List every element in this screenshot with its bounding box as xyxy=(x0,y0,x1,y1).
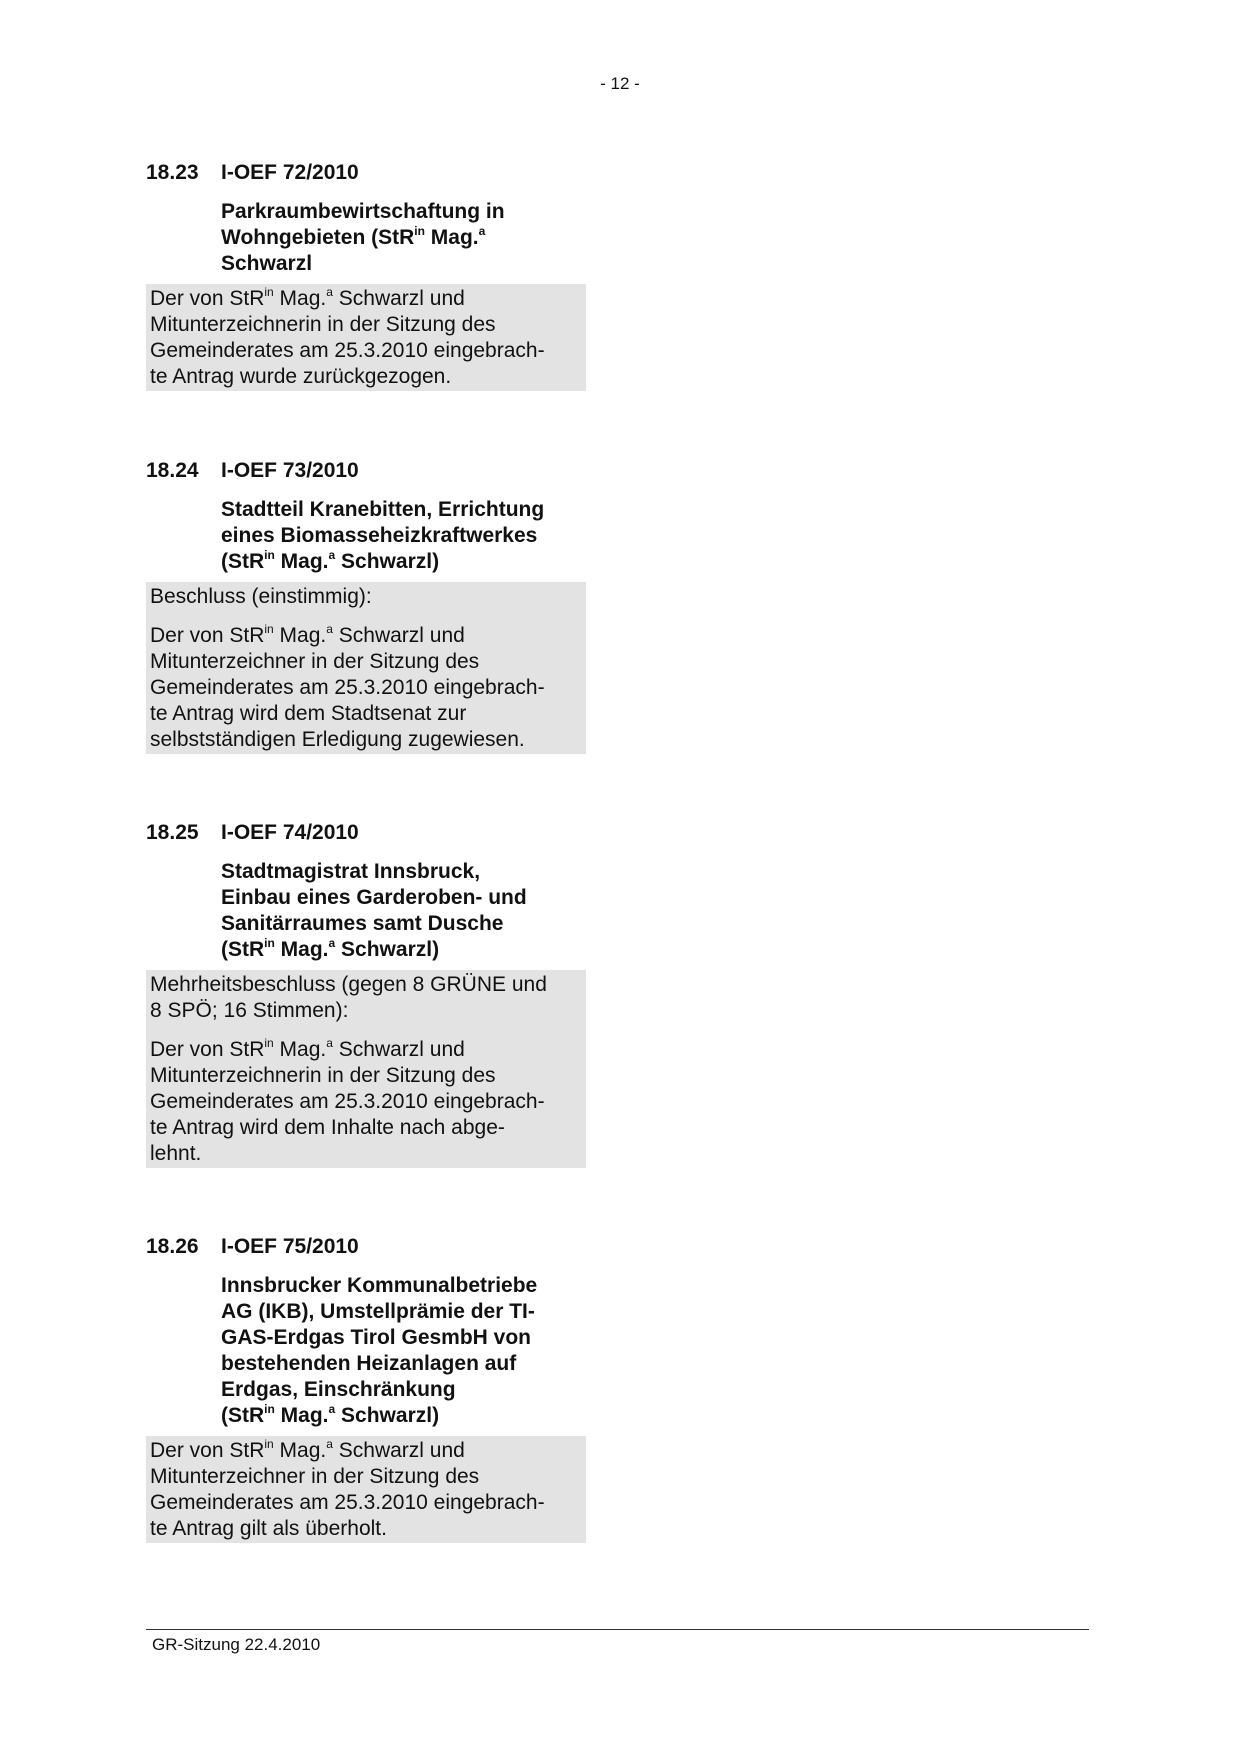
text-line: Mitunterzeichner in der Sitzung des xyxy=(150,1465,480,1488)
item-title xyxy=(221,859,586,963)
item-code: I-OEF 73/2010 xyxy=(221,459,359,482)
text-line: Schwarzl xyxy=(221,252,313,275)
agenda-item xyxy=(146,820,586,1168)
text-line: te Antrag wurde zurückgezogen. xyxy=(150,365,452,388)
agenda-item xyxy=(146,458,586,754)
page-number: - 12 - xyxy=(600,74,640,93)
text-line: Gemeinderates am 25.3.2010 eingebrach- xyxy=(150,339,545,362)
item-number: 18.24 xyxy=(146,459,199,482)
item-title xyxy=(221,199,586,277)
text-line: (StR$^{in}$ Mag.$^a$ Schwarzl) xyxy=(221,548,440,573)
item-code: I-OEF 72/2010 xyxy=(221,161,359,184)
decision-paragraph xyxy=(150,1037,582,1167)
text-line: Mehrheitsbeschluss (gegen 8 GRÜNE und xyxy=(150,973,547,996)
text-line: Gemeinderates am 25.3.2010 eingebrach- xyxy=(150,1090,545,1113)
text-line: Einbau eines Garderoben- und xyxy=(221,886,527,909)
item-code: I-OEF 74/2010 xyxy=(221,821,359,844)
text-line: Mitunterzeichnerin in der Sitzung des xyxy=(150,313,496,336)
text-line: Erdgas, Einschränkung xyxy=(221,1378,456,1401)
decision-block xyxy=(146,1436,586,1543)
decision-paragraph xyxy=(150,972,582,1024)
text-line: AG (IKB), Umstellprämie der TI- xyxy=(221,1300,535,1323)
decision-paragraph xyxy=(150,286,582,390)
agenda-item xyxy=(146,160,586,391)
text-line: Der von StR$^{in}$ Mag.$^a$ Schwarzl und xyxy=(150,285,465,310)
text-line: Stadtteil Kranebitten, Errichtung xyxy=(221,498,545,521)
text-line: bestehenden Heizanlagen auf xyxy=(221,1352,517,1375)
text-line: te Antrag wird dem Stadtsenat zur xyxy=(150,702,467,725)
item-number: 18.26 xyxy=(146,1235,199,1258)
text-line: Sanitärraumes samt Dusche xyxy=(221,912,504,935)
item-header xyxy=(146,458,586,484)
item-header xyxy=(146,160,586,186)
text-line: GAS-Erdgas Tirol GesmbH von xyxy=(221,1326,532,1349)
footer-divider xyxy=(146,1629,1089,1630)
item-header xyxy=(146,1234,586,1260)
text-line: Der von StR$^{in}$ Mag.$^a$ Schwarzl und xyxy=(150,1036,465,1061)
text-line: Wohngebieten (StR$^{in}$ Mag.$^a$ xyxy=(221,224,486,249)
text-line: te Antrag gilt als überholt. xyxy=(150,1517,387,1540)
text-line: Stadtmagistrat Innsbruck, xyxy=(221,860,481,883)
decision-paragraph xyxy=(150,623,582,753)
agenda-item xyxy=(146,1234,586,1543)
item-title xyxy=(221,497,586,575)
text-line: (StR$^{in}$ Mag.$^a$ Schwarzl) xyxy=(221,936,440,961)
paragraph-gap xyxy=(150,1024,582,1037)
text-line: Gemeinderates am 25.3.2010 eingebrach- xyxy=(150,1491,545,1514)
text-line: Mitunterzeichnerin in der Sitzung des xyxy=(150,1064,496,1087)
text-line: Gemeinderates am 25.3.2010 eingebrach- xyxy=(150,676,545,699)
text-line: eines Biomasseheizkraftwerkes xyxy=(221,524,538,547)
item-header xyxy=(146,820,586,846)
text-line: Mitunterzeichner in der Sitzung des xyxy=(150,650,480,673)
text-line: te Antrag wird dem Inhalte nach abge- xyxy=(150,1116,505,1139)
text-line: selbstständigen Erledigung zugewiesen. xyxy=(150,728,525,751)
text-line: 8 SPÖ; 16 Stimmen): xyxy=(150,999,349,1022)
item-number: 18.25 xyxy=(146,821,199,844)
text-line: (StR$^{in}$ Mag.$^a$ Schwarzl) xyxy=(221,1402,440,1427)
decision-paragraph xyxy=(150,584,582,610)
item-number: 18.23 xyxy=(146,161,199,184)
text-line: Der von StR$^{in}$ Mag.$^a$ Schwarzl und xyxy=(150,622,465,647)
text-line: Der von StR$^{in}$ Mag.$^a$ Schwarzl und xyxy=(150,1437,465,1462)
text-line: Beschluss (einstimmig): xyxy=(150,585,372,608)
item-title xyxy=(221,1273,586,1429)
decision-paragraph xyxy=(150,1438,582,1542)
decision-block xyxy=(146,284,586,391)
text-line: Innsbrucker Kommunalbetriebe xyxy=(221,1274,538,1297)
decision-block xyxy=(146,970,586,1168)
text-line: lehnt. xyxy=(150,1142,202,1165)
footer-text: GR-Sitzung 22.4.2010 xyxy=(152,1635,321,1654)
paragraph-gap xyxy=(150,610,582,623)
item-code: I-OEF 75/2010 xyxy=(221,1235,359,1258)
decision-block xyxy=(146,582,586,754)
text-line: Parkraumbewirtschaftung in xyxy=(221,200,505,223)
